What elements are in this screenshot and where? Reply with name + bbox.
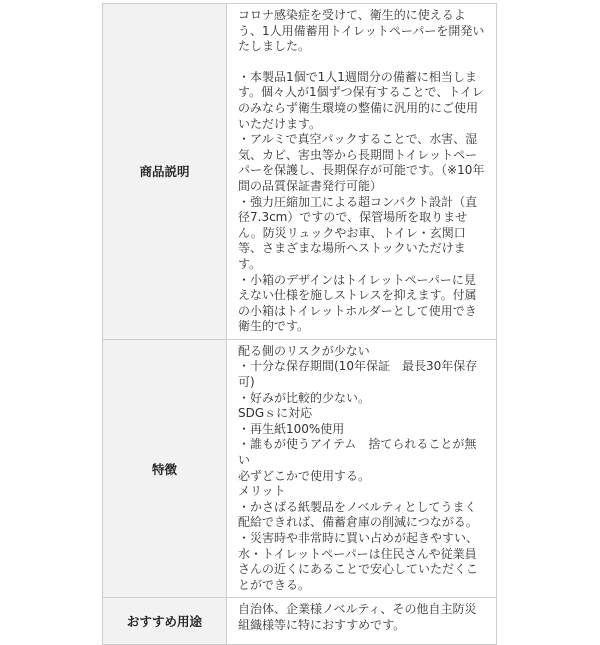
description-intro-paragraph: コロナ感染症を受けて、衛生的に使えるよう、1人用備蓄用トイレットペーパーを開発いたしました。 <box>238 8 485 54</box>
features-paragraph: 配る側のリスクが少ない ・十分な保存期間(10年保証 最長30年保存可) ・好みが比較的少ない。 SDGｓに対応 ・再生紙100%使用 ・誰もが使うアイテム 捨てられることが無い 必ずどこかで使用する。 メリット ・かさばる紙製品をノベルティとしてうまく配給できれば、備蓄倉庫の削減につながる。 ・災害時や非常時に買い占めが起きやすい、水・トイレットペーパーは住民さんや従業員さんの近くにあることで安心していただくことができる。 <box>238 343 479 592</box>
description-bullets-paragraph: ・本製品1個で1人1週間分の備蓄に相当します。個々人が1個ずつ保有することで、トイレのみならず衛生環境の整備に汎用的にご使用いただけます。 ・アルミで真空パックすることで、水害、湿気、カビ、害虫等から長期間トイレットペーパーを保護し、長期保存が可能です。（※10年間の品質保証書発行可能） ・強力圧縮加工による超コンパクト設計（直径7.3cm）ですので、保管場所を取りません。防災リュックやお車、トイレ・玄関口等、さまざまな場所へストックいただけます。 ・小箱のデザインはトイレットペーパーに見えない仕様を施しストレスを抑えます。付属の小箱はトイレットホルダーとして使用でき衛生的です。 <box>238 69 485 334</box>
spec-value-features <box>227 339 497 598</box>
spec-row-features <box>103 339 497 598</box>
spec-label-description: 商品説明 <box>103 4 227 340</box>
spec-row-description <box>103 4 497 340</box>
recommended-use-paragraph: 自治体、企業様ノベルティ、その他自主防災組織様等に特におすすめです。 <box>238 602 477 632</box>
spec-label-recommended-use: おすすめ用途 <box>103 598 227 645</box>
spec-row-recommended-use <box>103 598 497 645</box>
spec-value-description <box>227 4 497 340</box>
spec-label-features: 特徴 <box>103 339 227 598</box>
product-spec-table <box>102 3 497 645</box>
spec-value-recommended-use <box>227 598 497 645</box>
